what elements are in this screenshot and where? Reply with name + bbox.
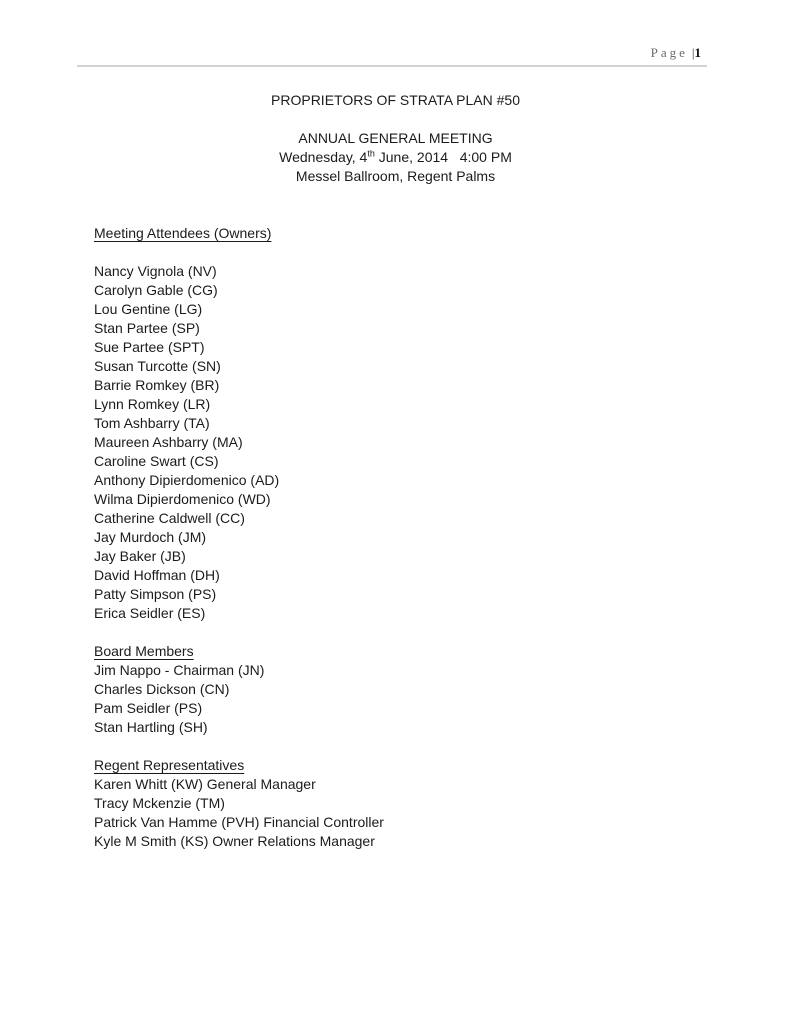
meeting-date-prefix: Wednesday, 4 (279, 149, 368, 165)
attendee-line: Erica Seidler (ES) (94, 605, 206, 621)
attendee-line: Anthony Dipierdomenico (AD) (94, 472, 280, 488)
attendee-line: Carolyn Gable (CG) (94, 282, 218, 298)
attendee-line: Jim Nappo - Chairman (JN) (94, 662, 265, 678)
attendee-line: Karen Whitt (KW) General Manager (94, 776, 316, 792)
attendee-line: Pam Seidler (PS) (94, 700, 203, 716)
attendee-line: Stan Hartling (SH) (94, 719, 208, 735)
attendee-line: David Hoffman (DH) (94, 567, 220, 583)
meeting-date-ordinal: th (367, 148, 375, 159)
attendee-line: Caroline Swart (CS) (94, 453, 219, 469)
attendee-line: Kyle M Smith (KS) Owner Relations Manager (94, 833, 375, 849)
blank-line (0, 110, 791, 129)
attendee-line: Catherine Caldwell (CC) (94, 510, 245, 526)
document-title: PROPRIETORS OF STRATA PLAN #50 (271, 92, 520, 108)
title-block (0, 91, 791, 186)
attendee-line: Jay Baker (JB) (94, 548, 186, 564)
attendee-section (94, 756, 791, 851)
attendee-line: Barrie Romkey (BR) (94, 377, 220, 393)
meeting-type: ANNUAL GENERAL MEETING (298, 130, 493, 146)
section-heading: Board Members (94, 643, 194, 659)
attendee-line: Maureen Ashbarry (MA) (94, 434, 243, 450)
attendee-line: Patty Simpson (PS) (94, 586, 217, 602)
attendee-line: Tracy Mckenzie (TM) (94, 795, 225, 811)
attendee-section (94, 224, 791, 623)
page-number: 1 (694, 45, 701, 60)
attendee-line: Wilma Dipierdomenico (WD) (94, 491, 271, 507)
attendee-list (94, 775, 791, 851)
attendee-line: Nancy Vignola (NV) (94, 263, 217, 279)
header-rule (77, 65, 707, 67)
attendee-line: Charles Dickson (CN) (94, 681, 230, 697)
attendee-list (94, 262, 791, 623)
attendee-line: Patrick Van Hamme (PVH) Financial Controller (94, 814, 384, 830)
attendee-line: Stan Partee (SP) (94, 320, 200, 336)
meeting-datetime (0, 148, 791, 167)
page-header-label: Page (650, 45, 688, 60)
attendee-line: Tom Ashbarry (TA) (94, 415, 210, 431)
attendee-section (94, 642, 791, 737)
attendee-line: Susan Turcotte (SN) (94, 358, 221, 374)
meeting-date-suffix: June, 2014 4:00 PM (374, 149, 512, 165)
meeting-location: Messel Ballroom, Regent Palms (295, 168, 496, 184)
page-header (0, 0, 791, 61)
attendee-list (94, 661, 791, 737)
section-heading: Meeting Attendees (Owners) (94, 225, 272, 241)
attendee-line: Sue Partee (SPT) (94, 339, 205, 355)
attendee-line: Lou Gentine (LG) (94, 301, 203, 317)
page-header-separator: | (691, 45, 695, 60)
attendee-sections (94, 224, 791, 851)
attendee-line: Jay Murdoch (JM) (94, 529, 207, 545)
section-heading: Regent Representatives (94, 757, 245, 773)
attendee-line: Lynn Romkey (LR) (94, 396, 211, 412)
